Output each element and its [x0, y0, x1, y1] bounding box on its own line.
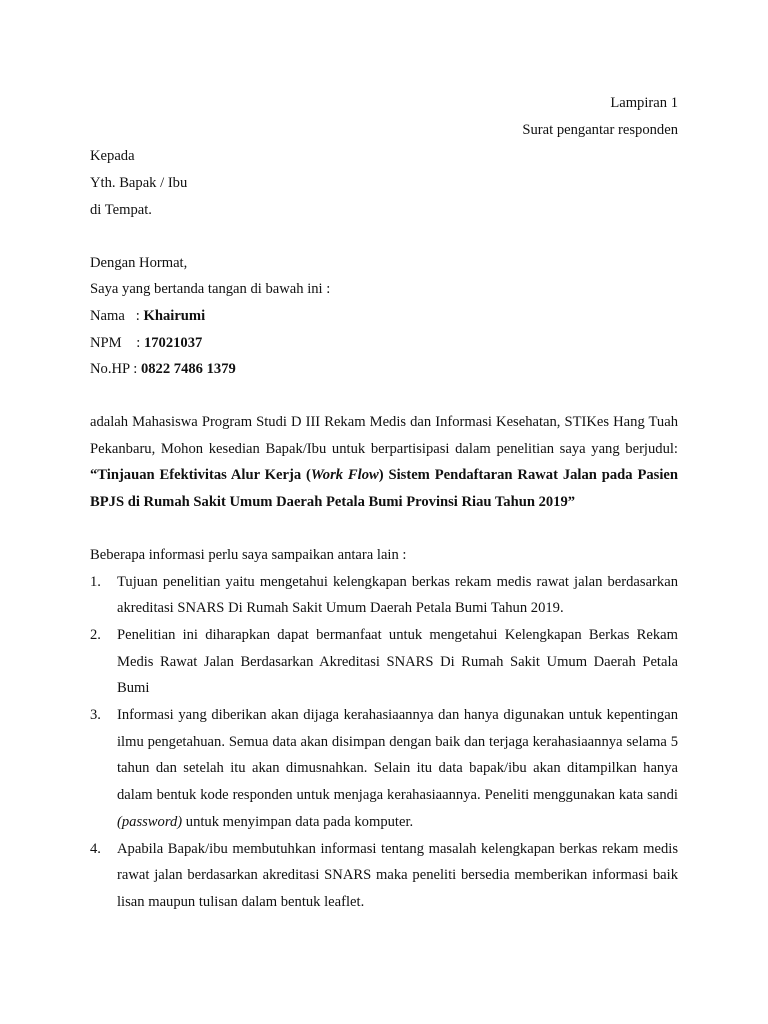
password-term: (password): [117, 813, 183, 830]
name-label: Nama :: [90, 307, 144, 324]
letter-page: [90, 90, 678, 916]
list-item-number: 1.: [90, 573, 101, 590]
research-title-italic: Work Flow: [310, 467, 379, 484]
list-item: [90, 702, 678, 836]
name-row: [90, 303, 678, 330]
list-item-number: 2.: [90, 626, 101, 643]
npm-value: 17021037: [143, 334, 203, 351]
phone-row: [90, 356, 678, 383]
info-list: [90, 569, 678, 916]
npm-row: [90, 330, 678, 357]
identity-block: [90, 303, 678, 383]
research-title-part-2: ) Sistem Pendaftaran Rawat Jalan pada Pasien BPJS di Rumah Sakit Umum Daerah Petala Bumi Provinsi Riau Tahun 2019”: [90, 467, 679, 511]
list-item-text: Tujuan penelitian yaitu mengetahui kelengkapan berkas rekam medis rawat jalan berdasarkan akreditasi SNARS Di Rumah Sakit Umum Daerah Petala Bumi Tahun 2019.: [117, 573, 678, 617]
list-item: [90, 569, 678, 622]
list-item-text-part: Informasi yang diberikan akan dijaga kerahasiaannya dan hanya digunakan untuk kepentingan ilmu pengetahuan. Semua data akan disimpan dengan baik dan terjaga kerahasiaannya selama 5 tahun dan setelah itu akan dimusnahkan. Selain itu data bapak/ibu akan ditampilkan hanya dalam bentuk kode responden untuk menjaga kerahasiaannya. Peneliti menggunakan kata sandi: [117, 707, 678, 804]
letter-subject: Surat pengantar responden: [522, 121, 678, 138]
body-paragraph: [90, 409, 678, 516]
addressee-block: [90, 143, 678, 223]
attachment-label: Lampiran 1: [610, 95, 678, 111]
list-item-text: Apabila Bapak/ibu membutuhkan informasi tentang masalah kelengkapan berkas rekam medis rawat jalan berdasarkan akreditasi SNARS maka peneliti bersedia memberikan informasi baik lisan maupun tulisan dalam bentuk leaflet.: [117, 840, 678, 910]
list-item: [90, 622, 678, 702]
phone-value: 0822 7486 1379: [140, 361, 236, 378]
research-title-part-1: “Tinjauan Efektivitas Alur Kerja (: [90, 467, 311, 484]
list-item-number: 4.: [90, 840, 101, 857]
list-item: [90, 836, 678, 916]
addressee-line-3: di Tempat.: [90, 201, 152, 218]
intro-sentence: Saya yang bertanda tangan di bawah ini :: [90, 281, 331, 298]
list-item-text-part: untuk menyimpan data pada komputer.: [182, 813, 414, 830]
phone-label: No.HP :: [90, 361, 141, 378]
greeting: Dengan Hormat,: [90, 254, 188, 271]
list-item-text: Penelitian ini diharapkan dapat bermanfaat untuk mengetahui Kelengkapan Berkas Rekam Medis Rawat Jalan Berdasarkan Akreditasi SNARS Di Rumah Sakit Umum Daerah Petala Bumi: [117, 626, 678, 697]
list-item-text: [117, 707, 678, 830]
info-intro: Beberapa informasi perlu saya sampaikan antara lain :: [90, 546, 407, 563]
addressee-line-1: Kepada: [90, 148, 135, 165]
npm-label: NPM :: [90, 334, 144, 351]
body-text: adalah Mahasiswa Program Studi D III Rekam Medis dan Informasi Kesehatan, STIKes Hang Tuah Pekanbaru, Mohon kesedian Bapak/Ibu untuk berpartisipasi dalam penelitian saya yang berjudul:: [90, 414, 678, 457]
name-value: Khairumi: [143, 307, 206, 324]
list-item-number: 3.: [90, 707, 101, 724]
addressee-line-2: Yth. Bapak / Ibu: [90, 175, 188, 192]
